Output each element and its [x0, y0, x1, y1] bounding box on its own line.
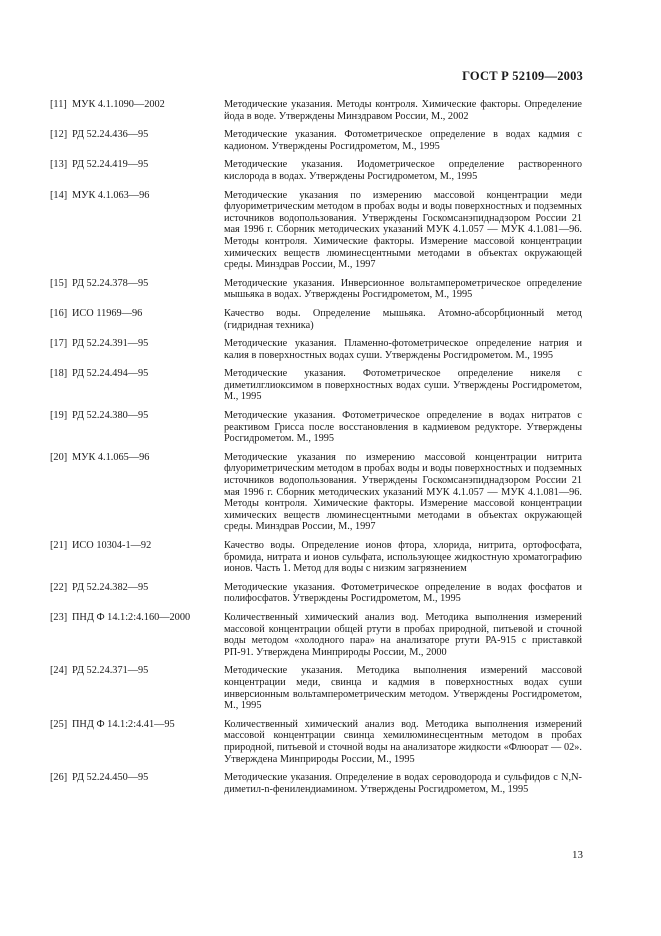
reference-item	[50, 772, 582, 795]
reference-number: [21]	[50, 540, 68, 551]
reference-description: Методические указания. Инверсионное вольтамперометрическое определение мышьяка в водах. Утверждены Росгидрометом, М., 1995	[224, 277, 582, 301]
reference-code: ПНД Ф 14.1:2:4.41—95	[72, 718, 175, 730]
reference-item	[50, 129, 582, 152]
reference-number: [18]	[50, 368, 68, 380]
reference-item	[50, 452, 582, 533]
reference-number: [23]	[50, 611, 68, 623]
reference-description: Методические указания. Методика выполнения измерений массовой концентрации меди, свинца и кадмия в поверхностных водах суши инверсионным вольтамперометрическим методом. Утверждены Росгидрометом, М., 1995	[224, 665, 582, 712]
reference-code: РД 52.24.391—95	[72, 338, 149, 350]
reference-item	[50, 308, 582, 331]
reference-code: РД 52.24.378—95	[72, 277, 149, 289]
reference-number: [15]	[50, 277, 68, 289]
reference-item	[50, 99, 582, 122]
reference-item	[50, 665, 582, 711]
reference-code: РД 52.24.380—95	[72, 410, 149, 422]
reference-item	[50, 540, 582, 575]
reference-description: Методические указания. Фотометрическое определение в водах нитратов с реактивом Грисса после восстановления в кадмиевом редукторе. Утверждены Росгидрометом. М., 1995	[224, 410, 582, 445]
reference-description: Методические указания. Иодометрическое определение растворенного кислорода в водах. Утверждены Росгидрометом, М., 1995	[224, 159, 582, 182]
reference-code: МУК 4.1.065—96	[72, 451, 150, 463]
reference-code: РД 52.24.494—95	[72, 368, 149, 380]
reference-description: Качество воды. Определение мышьяка. Атомно-абсорбционный метод (гидридная техника)	[224, 307, 582, 331]
reference-number: [25]	[50, 718, 68, 730]
reference-code: РД 52.24.436—95	[72, 129, 149, 141]
reference-number: [11]	[50, 99, 67, 110]
reference-item	[50, 338, 582, 361]
reference-code: МУК 4.1.063—96	[72, 189, 150, 201]
reference-description: Методические указания. Методы контроля. Химические факторы. Определение йода в воде. Утверждены Минздравом России, М., 2002	[224, 99, 582, 122]
reference-number: [13]	[50, 159, 68, 171]
reference-number: [22]	[50, 581, 68, 593]
reference-code: РД 52.24.450—95	[72, 772, 149, 784]
reference-code: ИСО 11969—96	[72, 307, 143, 319]
reference-item	[50, 719, 582, 765]
reference-item	[50, 410, 582, 445]
reference-item	[50, 190, 582, 271]
reference-item	[50, 159, 582, 182]
reference-list	[50, 99, 582, 802]
reference-code: РД 52.24.371—95	[72, 665, 149, 677]
reference-description: Методические указания. Фотометрическое определение в водах фосфатов и полифосфатов. Утверждены Росгидрометом, М., 1995	[224, 581, 582, 605]
reference-description: Методические указания по измерению массовой концентрации меди флуориметрическим методом в пробах воды и воды поверхностных и подземных источников водопользования. Утверждены Госкомсанэпиднадзором России 21 мая 1996 г. Сборник методических указаний МУК 4.1.057 — МУК 4.1.081—96. Методы контроля. Химические факторы. Измерение массовой концентрации химических веществ люминесцентными методами в объектах окружающей среды. Минздрав России, М., 1997	[224, 189, 582, 271]
reference-description: Методические указания по измерению массовой концентрации нитрита флуориметрическим методом в пробах воды и воды поверхностных и подземных источников водопользования. Утверждены Госкомсанэпиднадзором России 21 мая 1996 г. Сборник методических указаний МУК 4.1.057 — МУК 4.1.081—96. Методы контроля. Химические факторы. Измерение массовой концентрации химических веществ люминесцентными методами в объектах окружающей среды. Минздрав России, М., 1997	[224, 451, 582, 533]
reference-code: ИСО 10304-1—92	[72, 540, 152, 551]
document-header: ГОСТ Р 52109—2003	[462, 69, 583, 83]
reference-number: [16]	[50, 307, 68, 319]
reference-code: РД 52.24.419—95	[72, 159, 149, 171]
reference-code: РД 52.24.382—95	[72, 581, 149, 593]
page-number: 13	[572, 849, 583, 861]
reference-number: [17]	[50, 338, 68, 350]
reference-code: МУК 4.1.1090—2002	[72, 99, 165, 110]
reference-description: Методические указания. Определение в водах сероводорода и сульфидов с N,N-диметил-n-фенилендиамином. Утверждены Росгидрометом, М., 1995	[224, 772, 582, 795]
reference-item	[50, 582, 582, 605]
reference-item	[50, 368, 582, 403]
reference-description: Методические указания. Пламенно-фотометрическое определение натрия и калия в поверхностных водах суши. Утверждены Росгидрометом. М., 1995	[224, 338, 582, 361]
reference-code: ПНД Ф 14.1:2:4.160—2000	[72, 611, 191, 623]
reference-item	[50, 278, 582, 301]
reference-number: [24]	[50, 665, 68, 677]
reference-description: Качество воды. Определение ионов фтора, хлорида, нитрита, ортофосфата, бромида, нитрата и ионов сульфата, использующее жидкостную хроматографию ионов. Часть 1. Метод для воды с низким загрязнением	[224, 540, 582, 575]
reference-description: Методические указания. Фотометрическое определение в водах кадмия с кадионом. Утверждены Росгидрометом, М., 1995	[224, 129, 582, 152]
reference-description: Методические указания. Фотометрическое определение никеля с диметилглиоксимом в поверхностных водах суши. Утверждены Росгидрометом, М., 1995	[224, 368, 582, 403]
reference-number: [20]	[50, 451, 68, 463]
reference-description: Количественный химический анализ вод. Методика выполнения измерений массовой концентрации свинца хемилюминесцентным методом в пробах природной, питьевой и сточной воды на анализаторе жидкости «Флюорат — 02». Утверждена Минприроды России, М., 1995	[224, 718, 582, 765]
reference-number: [26]	[50, 772, 68, 784]
reference-number: [19]	[50, 410, 68, 422]
reference-number: [14]	[50, 189, 68, 201]
reference-number: [12]	[50, 129, 68, 141]
reference-item	[50, 612, 582, 658]
reference-description: Количественный химический анализ вод. Методика выполнения измерений массовой концентрации общей ртути в пробах природной, питьевой и сточной воды методом «холодного пара» на анализаторе ртути РА-915 с приставкой РП-91. Утверждена Минприроды России, М., 2000	[224, 611, 582, 658]
